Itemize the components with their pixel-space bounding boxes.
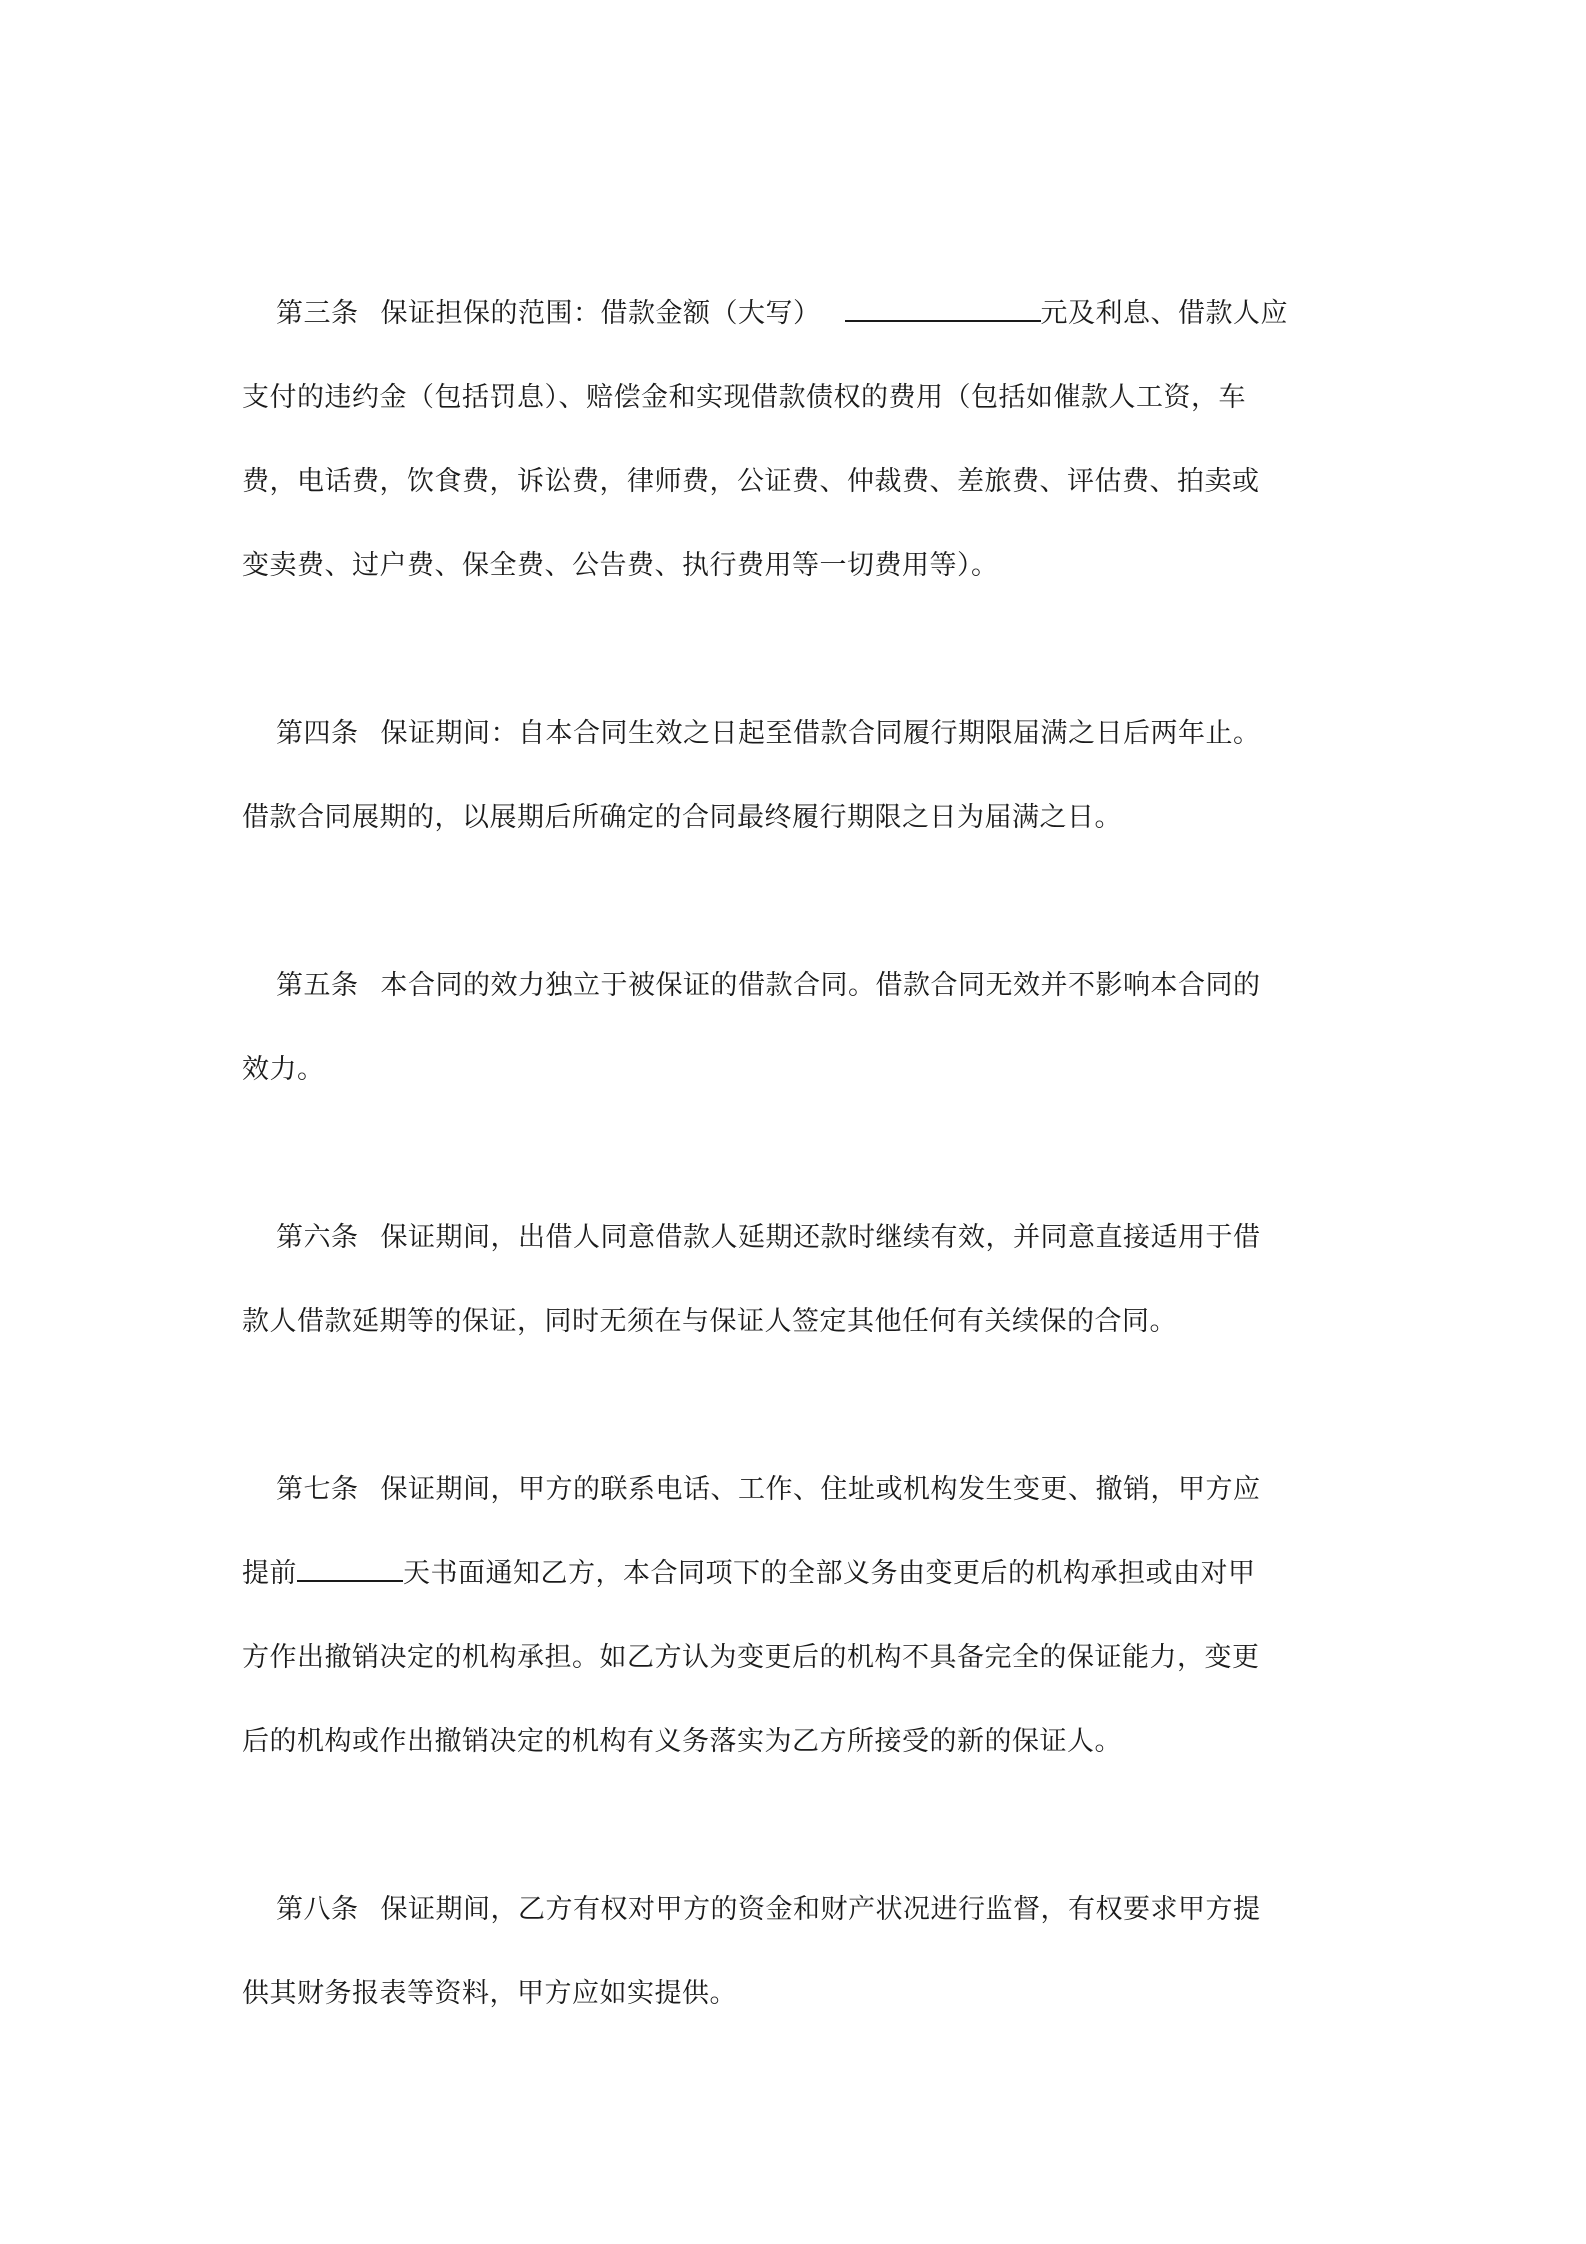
article-7 xyxy=(242,1448,1302,1784)
article-line xyxy=(242,1532,1302,1616)
article-text: 本合同的效力独立于被保证的借款合同。借款合同无效并不影响本合同的 xyxy=(380,970,1261,1001)
article-text: 天书面通知乙方，本合同项下的全部义务由变更后的机构承担或由对甲 xyxy=(403,1558,1256,1589)
article-text: 保证担保的范围：借款金额（大写） xyxy=(380,298,821,329)
article-line xyxy=(242,944,1302,1028)
article-number: 第七条 xyxy=(276,1474,359,1505)
article-5 xyxy=(242,944,1302,1112)
article-line: 供其财务报表等资料，甲方应如实提供。 xyxy=(242,1978,737,2009)
article-number: 第三条 xyxy=(276,298,359,329)
article-line xyxy=(242,692,1302,776)
article-line: 方作出撤销决定的机构承担。如乙方认为变更后的机构不具备完全的保证能力，变更 xyxy=(242,1642,1260,1673)
article-text: 保证期间：自本合同生效之日起至借款合同履行期限届满之日后两年止。 xyxy=(380,718,1261,749)
article-number: 第八条 xyxy=(276,1894,359,1925)
article-line: 支付的违约金（包括罚息）、赔偿金和实现借款债权的费用（包括如催款人工资，车 xyxy=(242,382,1246,413)
article-line: 款人借款延期等的保证，同时无须在与保证人签定其他任何有关续保的合同。 xyxy=(242,1306,1177,1337)
article-number: 第五条 xyxy=(276,970,359,1001)
days-blank xyxy=(297,1556,403,1582)
article-6 xyxy=(242,1196,1302,1364)
article-8 xyxy=(242,1868,1302,2036)
article-line xyxy=(242,272,1302,356)
article-line: 借款合同展期的，以展期后所确定的合同最终履行期限之日为届满之日。 xyxy=(242,802,1122,833)
article-line: 费，电话费，饮食费，诉讼费，律师费，公证费、仲裁费、差旅费、评估费、拍卖或 xyxy=(242,466,1260,497)
article-text: 提前 xyxy=(242,1558,297,1589)
article-line xyxy=(242,1196,1302,1280)
amount-blank xyxy=(845,296,1041,322)
article-4 xyxy=(242,692,1302,860)
article-line: 后的机构或作出撤销决定的机构有义务落实为乙方所接受的新的保证人。 xyxy=(242,1726,1122,1757)
article-text: 保证期间，甲方的联系电话、工作、住址或机构发生变更、撤销，甲方应 xyxy=(380,1474,1261,1505)
article-line xyxy=(242,1448,1302,1532)
article-line: 变卖费、过户费、保全费、公告费、执行费用等一切费用等）。 xyxy=(242,550,999,581)
article-line: 效力。 xyxy=(242,1054,325,1085)
article-number: 第四条 xyxy=(276,718,359,749)
article-line xyxy=(242,1868,1302,1952)
article-text: 保证期间，出借人同意借款人延期还款时继续有效，并同意直接适用于借 xyxy=(380,1222,1261,1253)
article-text: 元及利息、借款人应 xyxy=(1040,298,1288,329)
article-text: 保证期间，乙方有权对甲方的资金和财产状况进行监督，有权要求甲方提 xyxy=(380,1894,1261,1925)
article-number: 第六条 xyxy=(276,1222,359,1253)
article-3 xyxy=(242,272,1302,608)
